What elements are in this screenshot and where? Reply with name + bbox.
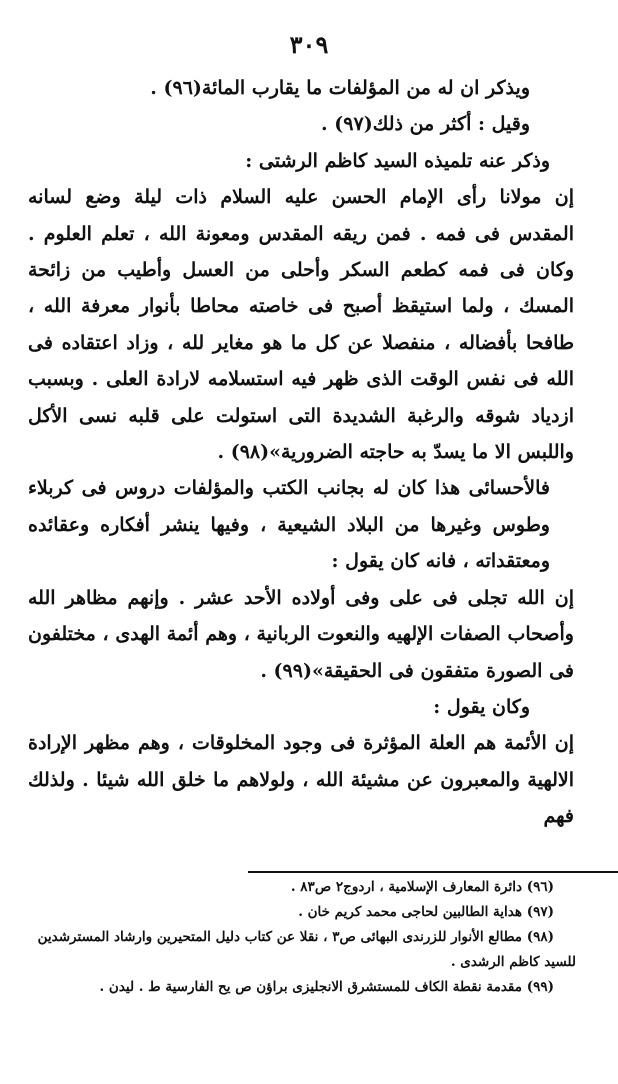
footnotes bbox=[24, 875, 584, 1000]
paragraph-authored-works: ويذكر ان له من المؤلفات ما يقارب المائة(٩٦) . bbox=[150, 77, 530, 99]
paragraph-quote-dream: إن مولانا رأى الإمام الحسن عليه السلام ذات ليلة وضع لسانه المقدس فى فمه . فمن ريقه المقدس ومعونة الله ، تعلم العلوم . وكان فى فمه كطعم السكر وأحلى من العسل وأطيب من زائحة المسك ، ولما استيقظ أصبح فى خاصته محاطا بأنوار معرفة الله ، طافحا بأفضاله ، منفصلا عن كل ما هو مغاير لله ، وزاد اعتقاده فى الله فى نفس الوقت الذى ظهر فيه استسلامه لارادة العلى . وبسبب ازدياد شوقه والرغبة الشديدة التى استولت على قلبه نسى الأكل واللبس الا ما يسدّ به حاجته الضرورية»(٩٨) . bbox=[28, 186, 574, 464]
footnote-98: (٩٨) مطالع الأنوار للزرندى البهائى ص٣ ، نقلا عن كتاب دليل المتحيرين وارشاد المسترشدين bbox=[37, 929, 554, 945]
paragraph-said-more: وقيل : أكثر من ذلك(٩٧) . bbox=[321, 113, 530, 136]
paragraph-he-used-to-say: وكان يقول : bbox=[433, 695, 530, 718]
paragraph-quote-cause: إن الأئمة هم العلة المؤثرة فى وجود المخلوقات ، وهم مظهر الإرادة الالهية والمعبرون عن مشيئة الله ، ولولاهم ما خلق الله شيئا . ولذلك فهم bbox=[28, 732, 574, 828]
body-text bbox=[28, 70, 574, 835]
page-number: ٣٠٩ bbox=[289, 30, 329, 59]
paragraph-ahsai-lessons: فالأحسائى هذا كان له بجانب الكتب والمؤلفات دروس فى كربلاء وطوس وغيرها من البلاد الشيعية ، وفيها ينشر أفكاره وعقائده ومعتقداته ، فانه كان يقول : bbox=[28, 477, 550, 573]
footnote-96: (٩٦) دائرة المعارف الإسلامية ، اردوج٢ ص٨٣ . bbox=[290, 879, 554, 895]
paragraph-quote-imams: إن الله تجلى فى على وفى أولاده الأحد عشر . وإنهم مظاهر الله وأصحاب الصفات الإلهيه والنعوت الربانية ، وهم أئمة الهدى ، مختلفون فى الصورة متفقون فى الحقيقة»(٩٩) . bbox=[28, 586, 574, 682]
footnote-separator bbox=[248, 871, 618, 873]
footnote-98-continued: للسيد كاظم الرشدى . bbox=[450, 954, 576, 970]
footnote-99: (٩٩) مقدمة نقطة الكاف للمستشرق الانجليزى براؤن ص يح الفارسية ط . ليدن . bbox=[99, 979, 554, 995]
paragraph-student-mention: وذكر عنه تلميذه السيد كاظم الرشتى : bbox=[245, 149, 550, 172]
footnote-97: (٩٧) هداية الطالبين لحاجى محمد كريم خان . bbox=[298, 904, 554, 920]
